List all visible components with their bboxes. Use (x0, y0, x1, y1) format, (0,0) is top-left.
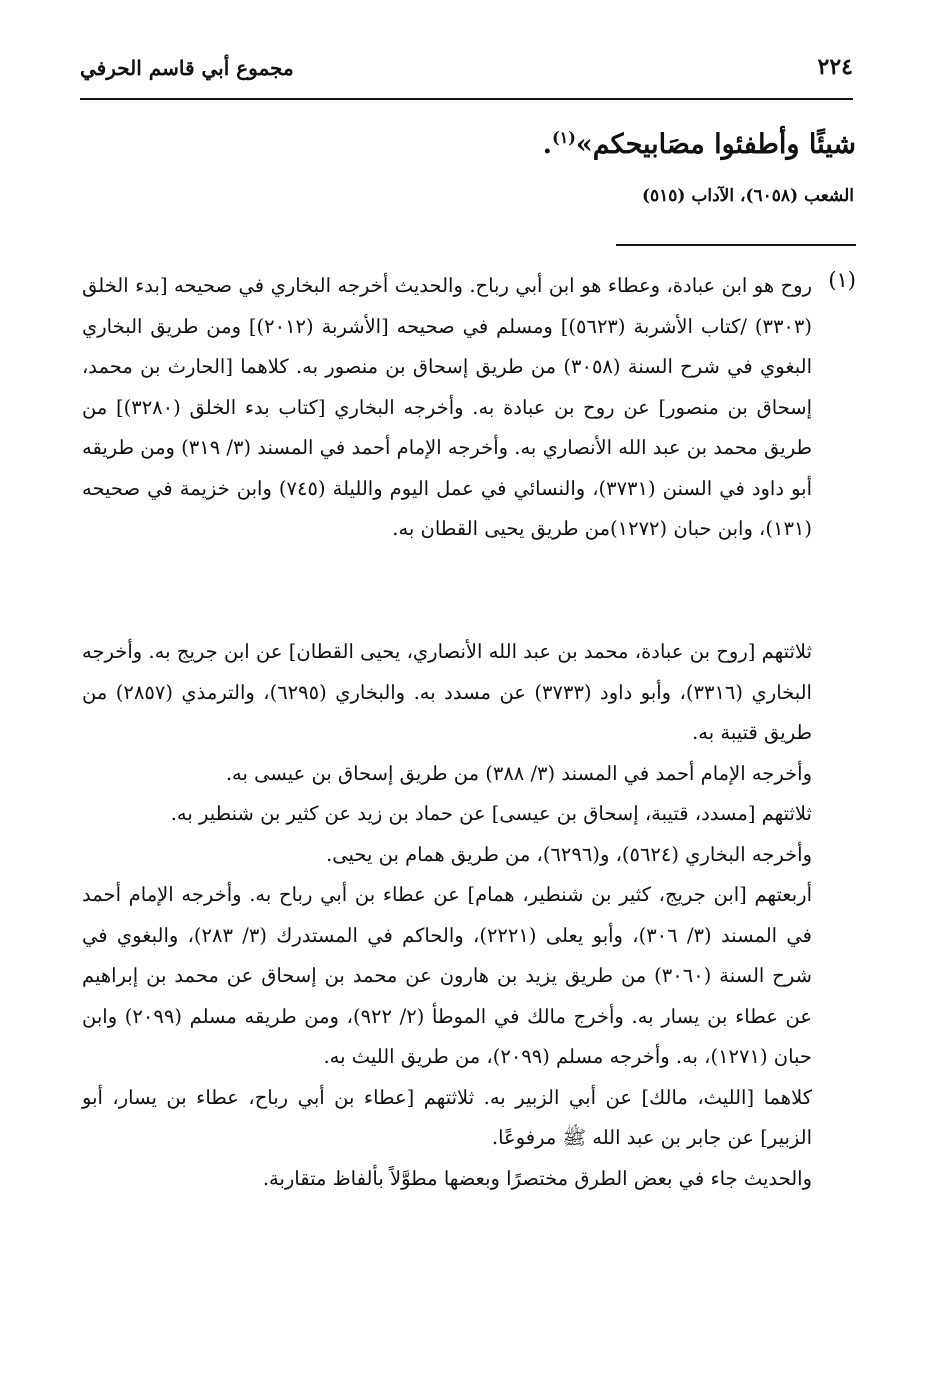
footnote-divider (616, 244, 856, 246)
footnote-paragraph: ثلاثتهم [روح بن عبادة، محمد بن عبد الله الأنصاري، يحيى القطان] عن ابن جريج به. وأخرجه البخاري (٣٣١٦)، وأبو داود (٣٧٣٣) عن مسدد به. والبخاري (٦٢٩٥)، والترمذي (٢٨٥٧) من طريق قتيبة به. (82, 640, 812, 744)
footnote-paragraph: ثلاثتهم [مسدد، قتيبة، إسحاق بن عيسى] عن حماد بن زيد عن كثير بن شنطير به. (170, 802, 812, 825)
main-text: شيئًا وأطفئوا مصَابيحكم» (575, 129, 856, 160)
main-text-end: . (542, 129, 553, 160)
header-divider (80, 98, 853, 100)
footnote-paragraph: وأخرجه البخاري (٥٦٢٤)، و(٦٢٩٦)، من طريق همام بن يحيى. (326, 842, 812, 866)
footnote-paragraph: كلاهما [الليث، مالك] عن أبي الزبير به. ثلاثتهم [عطاء بن أبي رباح، عطاء بن يسار، أبو الزبير] عن جابر بن عبد الله ﷺ مرفوعًا. (82, 1085, 812, 1149)
footnote-rest-block (82, 632, 812, 1199)
footnote-paragraph: والحديث جاء في بعض الطرق مختصرًا وبعضها مطوَّلاً بألفاظ متقاربة. (262, 1166, 812, 1190)
footnote-first-block (82, 266, 812, 550)
main-text-line (543, 128, 856, 160)
running-title: مجموع أبي قاسم الحرفي (80, 56, 294, 80)
footnote-reference-marker: (١) (552, 128, 576, 147)
footnote-paragraph: وأخرجه الإمام أحمد في المسند (٣/ ٣٨٨) من طريق إسحاق بن عيسى به. (225, 761, 812, 785)
page-header (80, 50, 853, 94)
footnote-number: (١) (828, 268, 856, 292)
footnote-paragraph: أربعتهم [ابن جريج، كثير بن شنطير، همام] عن عطاء بن أبي رباح به. وأخرجه الإمام أحمد في المسند (٣/ ٣٠٦)، وأبو يعلى (٢٢٢١)، والحاكم في المستدرك (٣/ ٢٨٣)، والبغوي في شرح السنة (٣٠٦٠) من طريق يزيد بن هارون عن محمد بن إسحاق عن محمد بن إبراهيم عن عطاء بن يسار به. وأخرج مالك في الموطأ (٢/ ٩٢٢)، ومن طريقه مسلم (٢٠٩٩) وابن حبان (١٢٧١)، به. وأخرجه مسلم (٢٠٩٩)، من طريق الليث به. (82, 883, 812, 1068)
footnote-paragraph: روح هو ابن عبادة، وعطاء هو ابن أبي رباح. والحديث أخرجه البخاري في صحيحه [بدء الخلق (٣٣٠٣) /كتاب الأشربة (٥٦٢٣)] ومسلم في صحيحه [الأشربة (٢٠١٢)] ومن طريق البخاري البغوي في شرح السنة (٣٠٥٨) من طريق إسحاق بن منصور به. كلاهما [الحارث بن محمد، إسحاق بن منصور] عن روح بن عبادة به. وأخرجه البخاري [كتاب بدء الخلق (٣٢٨٠)] من طريق محمد بن عبد الله الأنصاري به. وأخرجه الإمام أحمد في المسند (٣/ ٣١٩) ومن طريقه أبو داود في السنن (٣٧٣١)، والنسائي في عمل اليوم والليلة (٧٤٥) وابن خزيمة في صحيحه (١٣١)، وابن حبان (١٢٧٢)من طريق يحيى القطان به. (82, 274, 812, 540)
reference-line: الشعب (٦٠٥٨)، الآداب (٥١٥) (641, 186, 854, 206)
page-number: ٢٢٤ (817, 54, 853, 80)
